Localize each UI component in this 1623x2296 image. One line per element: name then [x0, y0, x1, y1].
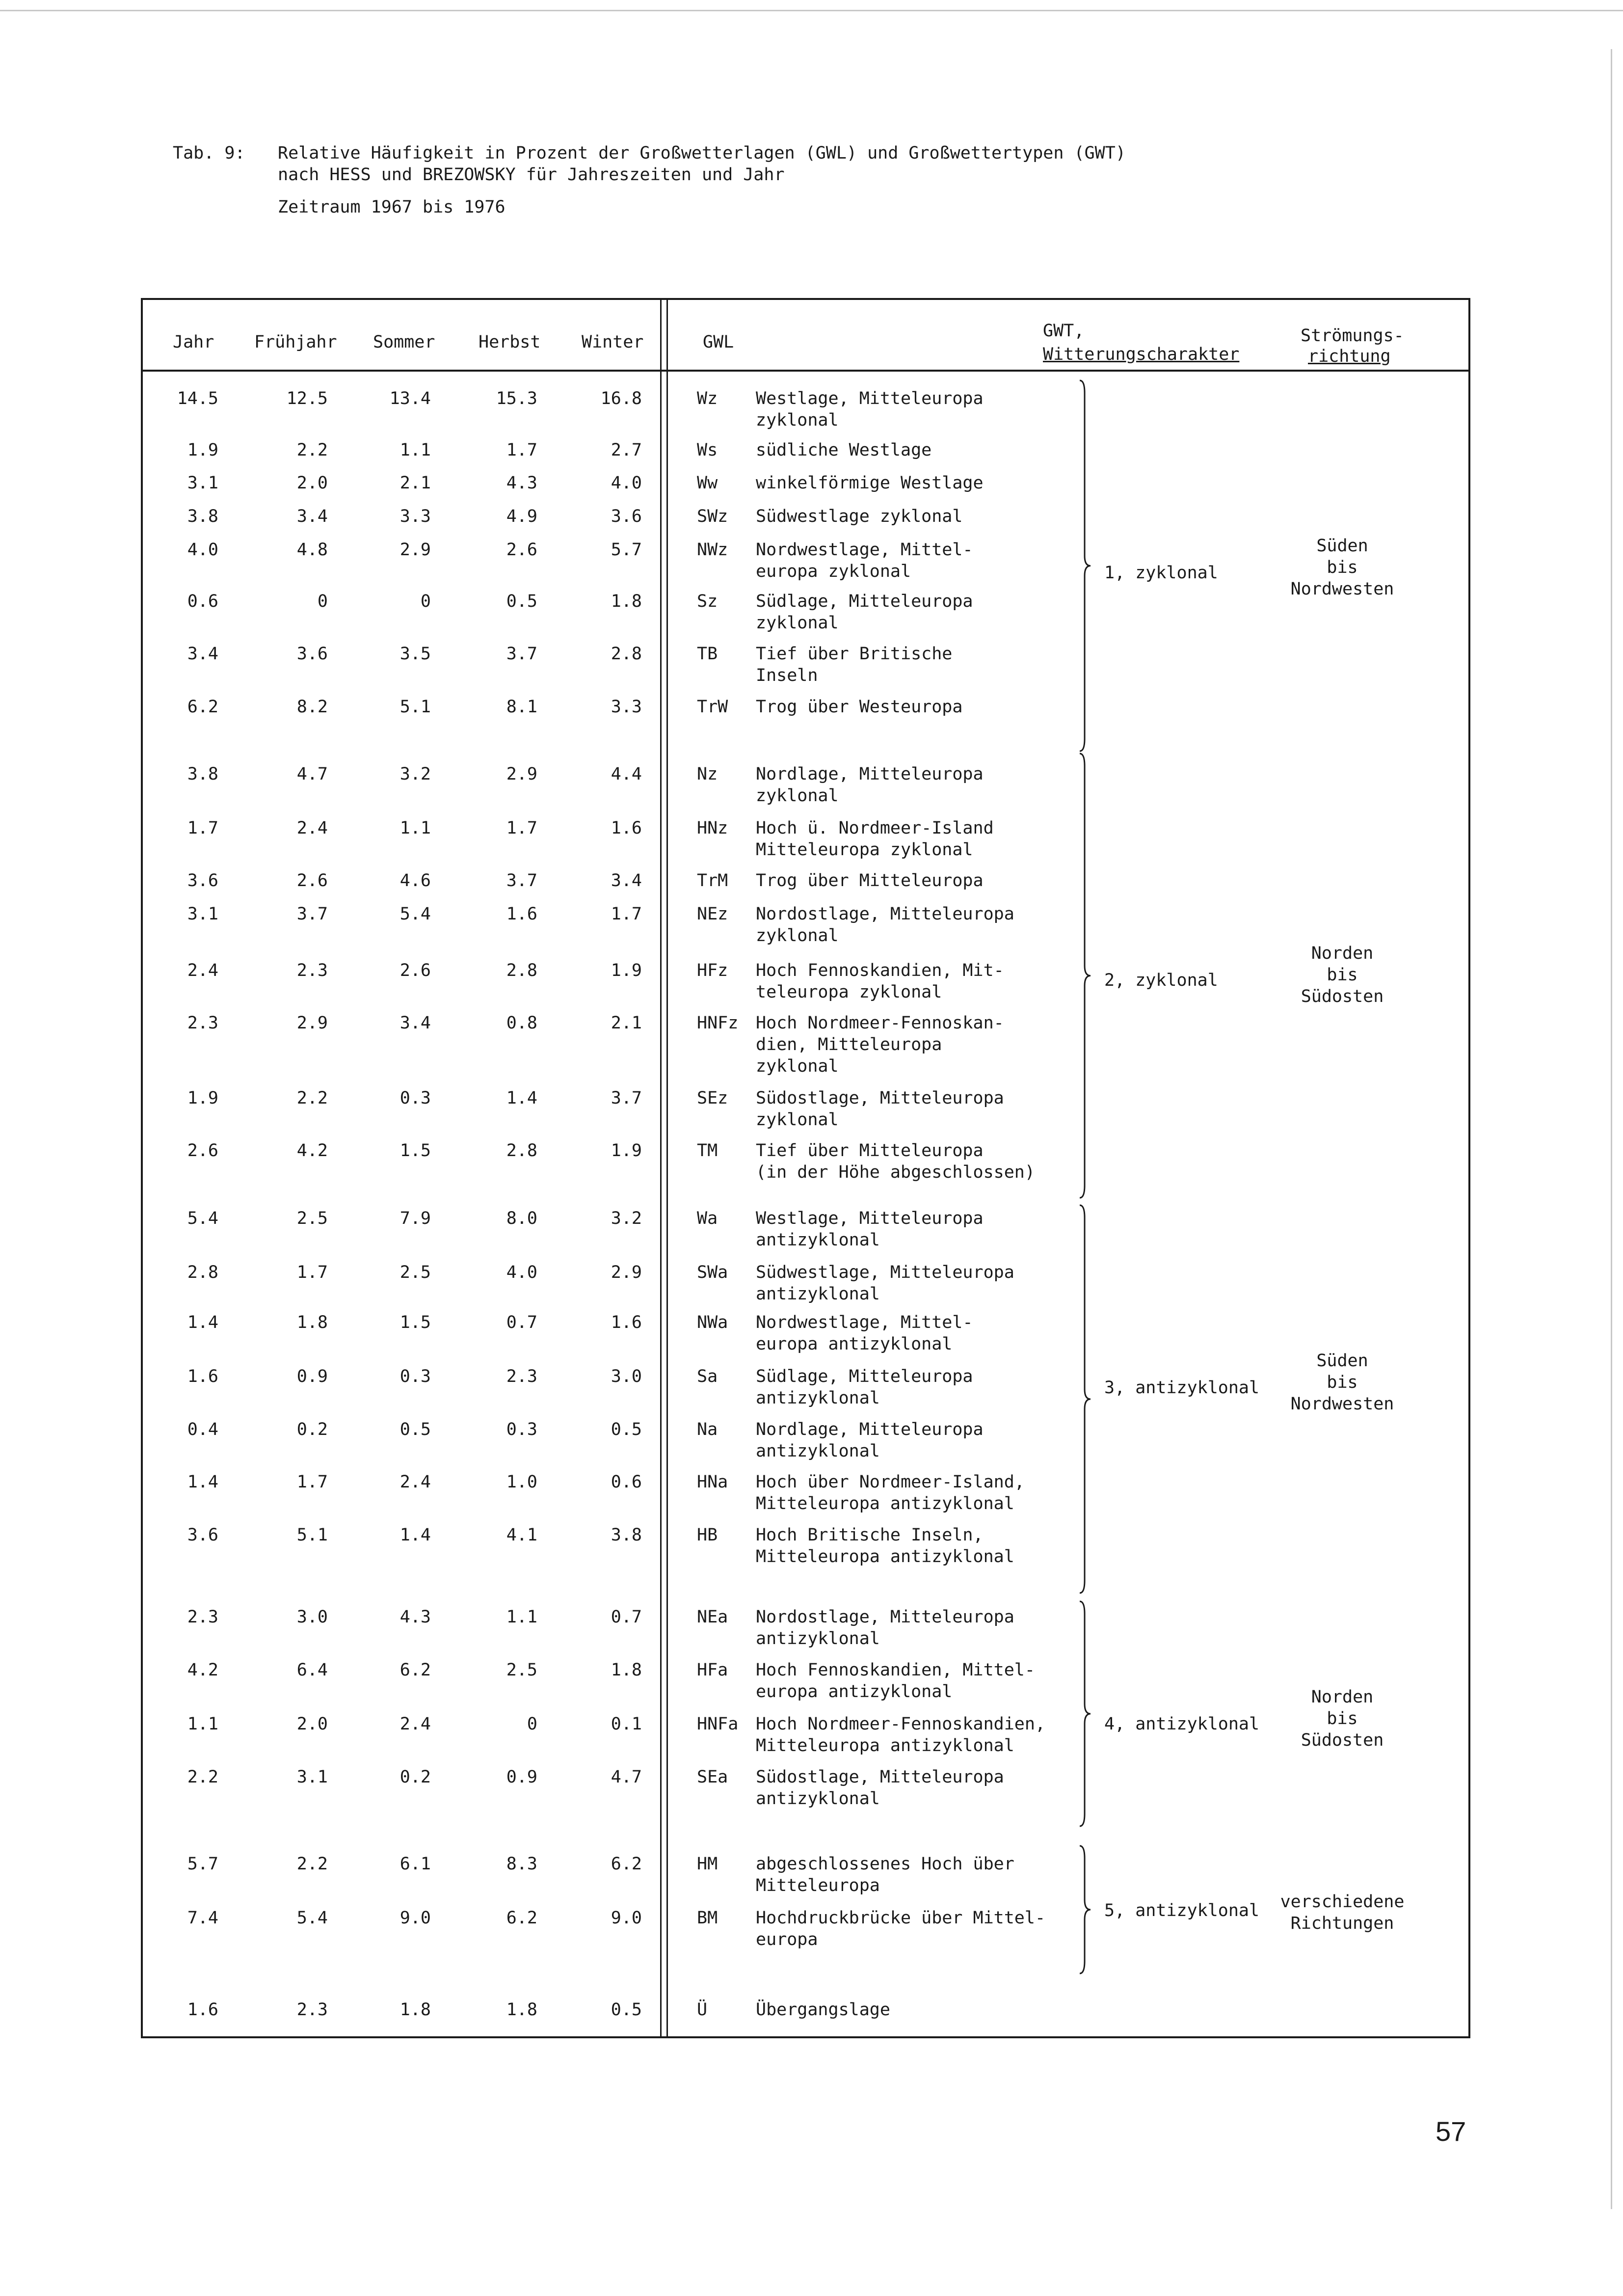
header-gwl: GWL: [703, 332, 734, 352]
cell-gwl-code: SEa: [697, 1767, 728, 1787]
cell-sommer: 1.1: [399, 818, 431, 838]
cell-fruehjahr: 1.7: [296, 1263, 328, 1282]
group-flow-direction: Süden bis Nordwesten: [1290, 1351, 1394, 1414]
cell-gwl-description: Hoch Nordmeer-Fennoskandien, Mitteleuropa antizyklonal: [756, 1714, 1046, 1756]
cell-herbst: 8.0: [506, 1209, 537, 1228]
cell-herbst: 1.8: [506, 2000, 537, 2020]
caption-period: Zeitraum 1967 bis 1976: [278, 197, 506, 217]
cell-winter: 1.6: [611, 1313, 642, 1332]
cell-gwl-description: Tief über Britische Inseln: [756, 644, 953, 685]
cell-herbst: 2.5: [506, 1660, 537, 1680]
cell-jahr: 0.4: [187, 1420, 218, 1439]
cell-jahr: 3.6: [187, 871, 218, 891]
cell-herbst: 0.5: [506, 592, 537, 611]
cell-gwl-description: Übergangslage: [756, 2000, 890, 2020]
cell-gwl-code: BM: [697, 1908, 718, 1928]
cell-gwl-description: Nordwestlage, Mittel- europa antizyklonal: [756, 1313, 973, 1354]
cell-gwl-code: Ww: [697, 473, 718, 493]
header-fruehjahr: Frühjahr: [254, 332, 337, 352]
cell-winter: 1.9: [611, 961, 642, 980]
cell-herbst: 1.7: [506, 818, 537, 838]
cell-fruehjahr: 4.2: [296, 1141, 328, 1161]
cell-jahr: 4.0: [187, 540, 218, 560]
cell-sommer: 2.6: [399, 961, 431, 980]
cell-sommer: 13.4: [389, 389, 431, 408]
cell-gwl-code: Sz: [697, 592, 718, 611]
cell-fruehjahr: 12.5: [286, 389, 328, 408]
cell-gwl-description: südliche Westlage: [756, 440, 932, 460]
cell-gwl-code: Wz: [697, 389, 718, 408]
cell-gwl-description: winkelförmige Westlage: [756, 473, 984, 493]
cell-jahr: 0.6: [187, 592, 218, 611]
cell-fruehjahr: 2.2: [296, 440, 328, 460]
cell-gwl-code: TM: [697, 1141, 718, 1161]
cell-fruehjahr: 6.4: [296, 1660, 328, 1680]
cell-sommer: 7.9: [399, 1209, 431, 1228]
header-gwt-line-1: GWT,: [1043, 321, 1085, 341]
cell-sommer: 3.2: [399, 764, 431, 784]
cell-gwl-code: HNz: [697, 818, 728, 838]
cell-winter: 0.6: [611, 1472, 642, 1492]
cell-fruehjahr: 2.0: [296, 473, 328, 493]
caption-title-line-1: Relative Häufigkeit in Prozent der Großwetterlagen (GWL) und Großwettertypen (GWT): [278, 143, 1126, 163]
cell-herbst: 1.0: [506, 1472, 537, 1492]
cell-sommer: 4.6: [399, 871, 431, 891]
cell-herbst: 2.8: [506, 1141, 537, 1161]
cell-sommer: 4.3: [399, 1607, 431, 1627]
cell-winter: 2.9: [611, 1263, 642, 1282]
cell-gwl-code: SWz: [697, 507, 728, 526]
cell-jahr: 1.1: [187, 1714, 218, 1734]
cell-jahr: 1.4: [187, 1313, 218, 1332]
cell-herbst: 4.1: [506, 1525, 537, 1545]
cell-gwl-description: Nordwestlage, Mittel- europa zyklonal: [756, 540, 973, 581]
cell-gwl-description: Trog über Westeuropa: [756, 697, 963, 717]
cell-winter: 1.6: [611, 818, 642, 838]
header-gwt-line-2: Witterungscharakter: [1043, 345, 1240, 364]
cell-winter: 6.2: [611, 1854, 642, 1874]
cell-winter: 4.7: [611, 1767, 642, 1787]
cell-gwl-code: HFa: [697, 1660, 728, 1680]
cell-jahr: 1.7: [187, 818, 218, 838]
cell-winter: 1.8: [611, 1660, 642, 1680]
cell-herbst: 8.3: [506, 1854, 537, 1874]
cell-jahr: 3.8: [187, 507, 218, 526]
cell-fruehjahr: 2.2: [296, 1854, 328, 1874]
group-gwt-label: 2, zyklonal: [1104, 971, 1218, 990]
cell-herbst: 1.1: [506, 1607, 537, 1627]
divider-seasons-gwl-1: [660, 298, 662, 2038]
cell-herbst: 0.8: [506, 1013, 537, 1033]
cell-jahr: 3.6: [187, 1525, 218, 1545]
group-gwt-label: 5, antizyklonal: [1104, 1901, 1260, 1920]
cell-gwl-code: HNFz: [697, 1013, 739, 1033]
cell-jahr: 2.6: [187, 1141, 218, 1161]
group-gwt-label: 4, antizyklonal: [1104, 1714, 1260, 1734]
cell-jahr: 2.4: [187, 961, 218, 980]
cell-sommer: 2.1: [399, 473, 431, 493]
cell-fruehjahr: 2.6: [296, 871, 328, 891]
cell-gwl-code: NWa: [697, 1313, 728, 1332]
cell-winter: 0.5: [611, 1420, 642, 1439]
cell-herbst: 2.3: [506, 1367, 537, 1386]
cell-jahr: 3.8: [187, 764, 218, 784]
cell-winter: 3.8: [611, 1525, 642, 1545]
cell-fruehjahr: 3.4: [296, 507, 328, 526]
cell-gwl-code: NEz: [697, 904, 728, 924]
cell-herbst: 6.2: [506, 1908, 537, 1928]
cell-gwl-code: SWa: [697, 1263, 728, 1282]
cell-herbst: 3.7: [506, 644, 537, 664]
cell-sommer: 0.2: [399, 1767, 431, 1787]
cell-sommer: 5.4: [399, 904, 431, 924]
cell-herbst: 1.4: [506, 1088, 537, 1108]
cell-gwl-code: HNFa: [697, 1714, 739, 1734]
cell-gwl-code: TrW: [697, 697, 728, 717]
cell-winter: 3.6: [611, 507, 642, 526]
cell-winter: 0.5: [611, 2000, 642, 2020]
cell-fruehjahr: 2.2: [296, 1088, 328, 1108]
cell-sommer: 3.4: [399, 1013, 431, 1033]
cell-jahr: 6.2: [187, 697, 218, 717]
header-sommer: Sommer: [373, 332, 435, 352]
cell-fruehjahr: 0.2: [296, 1420, 328, 1439]
cell-fruehjahr: 3.7: [296, 904, 328, 924]
cell-winter: 16.8: [600, 389, 642, 408]
cell-herbst: 2.6: [506, 540, 537, 560]
cell-winter: 3.2: [611, 1209, 642, 1228]
cell-jahr: 5.4: [187, 1209, 218, 1228]
cell-herbst: 4.3: [506, 473, 537, 493]
cell-herbst: 3.7: [506, 871, 537, 891]
cell-winter: 3.7: [611, 1088, 642, 1108]
cell-herbst: 0.9: [506, 1767, 537, 1787]
header-winter: Winter: [582, 332, 644, 352]
cell-gwl-description: Hoch über Nordmeer-Island, Mitteleuropa antizyklonal: [756, 1472, 1025, 1513]
cell-herbst: 2.8: [506, 961, 537, 980]
cell-sommer: 3.5: [399, 644, 431, 664]
cell-winter: 1.8: [611, 592, 642, 611]
group-gwt-label: 1, zyklonal: [1104, 563, 1218, 583]
cell-winter: 2.8: [611, 644, 642, 664]
cell-gwl-code: Ws: [697, 440, 718, 460]
cell-winter: 9.0: [611, 1908, 642, 1928]
cell-jahr: 5.7: [187, 1854, 218, 1874]
cell-sommer: 1.5: [399, 1313, 431, 1332]
cell-gwl-description: Südwestlage zyklonal: [756, 507, 963, 526]
cell-fruehjahr: 2.3: [296, 961, 328, 980]
cell-jahr: 1.9: [187, 1088, 218, 1108]
cell-herbst: 0.7: [506, 1313, 537, 1332]
caption-title-line-2: nach HESS und BREZOWSKY für Jahreszeiten und Jahr: [278, 165, 785, 185]
cell-gwl-code: HM: [697, 1854, 718, 1874]
cell-gwl-description: Hoch Britische Inseln, Mitteleuropa antizyklonal: [756, 1525, 1014, 1567]
cell-sommer: 0.5: [399, 1420, 431, 1439]
cell-gwl-description: Hoch Nordmeer-Fennoskan- dien, Mitteleuropa zyklonal: [756, 1013, 1004, 1076]
cell-herbst: 8.1: [506, 697, 537, 717]
cell-winter: 1.7: [611, 904, 642, 924]
cell-fruehjahr: 2.0: [296, 1714, 328, 1734]
cell-fruehjahr: 3.0: [296, 1607, 328, 1627]
cell-jahr: 3.1: [187, 904, 218, 924]
header-rule: [141, 370, 1470, 372]
group-flow-direction: Norden bis Südosten: [1301, 1687, 1384, 1750]
cell-winter: 2.7: [611, 440, 642, 460]
scan-artifact-right: [1611, 49, 1612, 2209]
cell-gwl-description: Südlage, Mitteleuropa zyklonal: [756, 592, 973, 633]
cell-herbst: 4.0: [506, 1263, 537, 1282]
cell-fruehjahr: 3.6: [296, 644, 328, 664]
cell-jahr: 2.2: [187, 1767, 218, 1787]
cell-fruehjahr: 2.3: [296, 2000, 328, 2020]
cell-sommer: 1.8: [399, 2000, 431, 2020]
cell-jahr: 1.4: [187, 1472, 218, 1492]
cell-jahr: 4.2: [187, 1660, 218, 1680]
cell-fruehjahr: 1.7: [296, 1472, 328, 1492]
cell-gwl-code: HB: [697, 1525, 718, 1545]
cell-jahr: 7.4: [187, 1908, 218, 1928]
header-flow-line-1: Strömungs-: [1301, 326, 1404, 346]
header-herbst: Herbst: [479, 332, 541, 352]
cell-fruehjahr: 0.9: [296, 1367, 328, 1386]
cell-gwl-description: Westlage, Mitteleuropa zyklonal: [756, 389, 984, 430]
cell-fruehjahr: 8.2: [296, 697, 328, 717]
cell-jahr: 3.4: [187, 644, 218, 664]
cell-sommer: 2.4: [399, 1714, 431, 1734]
cell-winter: 3.4: [611, 871, 642, 891]
cell-gwl-code: SEz: [697, 1088, 728, 1108]
cell-jahr: 1.6: [187, 2000, 218, 2020]
cell-gwl-code: TB: [697, 644, 718, 664]
cell-fruehjahr: 4.8: [296, 540, 328, 560]
group-flow-direction: Süden bis Nordwesten: [1290, 536, 1394, 599]
cell-sommer: 2.9: [399, 540, 431, 560]
header-flow-line-2: richtung: [1308, 347, 1391, 366]
cell-jahr: 1.9: [187, 440, 218, 460]
cell-winter: 3.3: [611, 697, 642, 717]
cell-gwl-description: Südostlage, Mitteleuropa zyklonal: [756, 1088, 1004, 1130]
cell-gwl-description: abgeschlossenes Hoch über Mitteleuropa: [756, 1854, 1014, 1895]
cell-gwl-description: Südwestlage, Mitteleuropa antizyklonal: [756, 1263, 1014, 1304]
cell-jahr: 2.3: [187, 1013, 218, 1033]
cell-gwl-code: Nz: [697, 764, 718, 784]
cell-winter: 2.1: [611, 1013, 642, 1033]
cell-fruehjahr: 5.1: [296, 1525, 328, 1545]
cell-fruehjahr: 0: [317, 592, 328, 611]
cell-herbst: 2.9: [506, 764, 537, 784]
group-flow-direction: Norden bis Südosten: [1301, 944, 1384, 1006]
cell-winter: 0.7: [611, 1607, 642, 1627]
scan-artifact-top: [0, 10, 1623, 11]
cell-gwl-description: Südlage, Mitteleuropa antizyklonal: [756, 1367, 973, 1408]
caption-label: Tab. 9:: [173, 143, 245, 163]
cell-gwl-description: Tief über Mitteleuropa (in der Höhe abgeschlossen): [756, 1141, 1035, 1182]
cell-gwl-description: Hoch Fennoskandien, Mit- teleuropa zyklonal: [756, 961, 1004, 1002]
cell-gwl-description: Nordostlage, Mitteleuropa zyklonal: [756, 904, 1014, 945]
page-number: 57: [1436, 2116, 1466, 2147]
cell-sommer: 0.3: [399, 1088, 431, 1108]
cell-gwl-code: NWz: [697, 540, 728, 560]
cell-gwl-code: Sa: [697, 1367, 718, 1386]
cell-sommer: 1.1: [399, 440, 431, 460]
cell-sommer: 5.1: [399, 697, 431, 717]
cell-jahr: 3.1: [187, 473, 218, 493]
cell-gwl-description: Nordlage, Mitteleuropa antizyklonal: [756, 1420, 984, 1461]
cell-gwl-code: HFz: [697, 961, 728, 980]
cell-gwl-description: Westlage, Mitteleuropa antizyklonal: [756, 1209, 984, 1250]
cell-jahr: 2.3: [187, 1607, 218, 1627]
cell-winter: 1.9: [611, 1141, 642, 1161]
cell-gwl-code: HNa: [697, 1472, 728, 1492]
cell-winter: 0.1: [611, 1714, 642, 1734]
cell-gwl-code: Wa: [697, 1209, 718, 1228]
cell-herbst: 0.3: [506, 1420, 537, 1439]
cell-sommer: 0: [420, 592, 431, 611]
cell-herbst: 1.6: [506, 904, 537, 924]
cell-sommer: 1.5: [399, 1141, 431, 1161]
cell-gwl-code: Na: [697, 1420, 718, 1439]
cell-sommer: 0.3: [399, 1367, 431, 1386]
cell-fruehjahr: 2.9: [296, 1013, 328, 1033]
cell-fruehjahr: 2.5: [296, 1209, 328, 1228]
cell-sommer: 1.4: [399, 1525, 431, 1545]
cell-gwl-code: TrM: [697, 871, 728, 891]
cell-sommer: 9.0: [399, 1908, 431, 1928]
cell-jahr: 2.8: [187, 1263, 218, 1282]
divider-seasons-gwl-2: [666, 298, 668, 2038]
cell-gwl-description: Hoch ü. Nordmeer-Island Mitteleuropa zyklonal: [756, 818, 994, 860]
cell-gwl-code: NEa: [697, 1607, 728, 1627]
cell-winter: 4.4: [611, 764, 642, 784]
cell-fruehjahr: 1.8: [296, 1313, 328, 1332]
cell-gwl-description: Nordostlage, Mitteleuropa antizyklonal: [756, 1607, 1014, 1648]
cell-sommer: 2.5: [399, 1263, 431, 1282]
cell-herbst: 0: [527, 1714, 537, 1734]
cell-gwl-code: Ü: [697, 2000, 708, 2020]
cell-fruehjahr: 2.4: [296, 818, 328, 838]
cell-winter: 5.7: [611, 540, 642, 560]
cell-sommer: 6.2: [399, 1660, 431, 1680]
cell-gwl-description: Hochdruckbrücke über Mittel- europa: [756, 1908, 1046, 1949]
cell-fruehjahr: 5.4: [296, 1908, 328, 1928]
cell-fruehjahr: 3.1: [296, 1767, 328, 1787]
cell-fruehjahr: 4.7: [296, 764, 328, 784]
cell-jahr: 1.6: [187, 1367, 218, 1386]
cell-gwl-description: Südostlage, Mitteleuropa antizyklonal: [756, 1767, 1004, 1809]
cell-gwl-description: Trog über Mitteleuropa: [756, 871, 984, 891]
cell-gwl-description: Nordlage, Mitteleuropa zyklonal: [756, 764, 984, 806]
cell-winter: 3.0: [611, 1367, 642, 1386]
cell-herbst: 1.7: [506, 440, 537, 460]
group-gwt-label: 3, antizyklonal: [1104, 1378, 1260, 1398]
cell-sommer: 2.4: [399, 1472, 431, 1492]
cell-winter: 4.0: [611, 473, 642, 493]
cell-sommer: 6.1: [399, 1854, 431, 1874]
cell-gwl-description: Hoch Fennoskandien, Mittel- europa antizyklonal: [756, 1660, 1035, 1702]
cell-herbst: 4.9: [506, 507, 537, 526]
header-jahr: Jahr: [173, 332, 214, 352]
cell-jahr: 14.5: [177, 389, 218, 408]
cell-sommer: 3.3: [399, 507, 431, 526]
cell-herbst: 15.3: [496, 389, 537, 408]
group-flow-direction: verschiedene Richtungen: [1280, 1892, 1405, 1933]
